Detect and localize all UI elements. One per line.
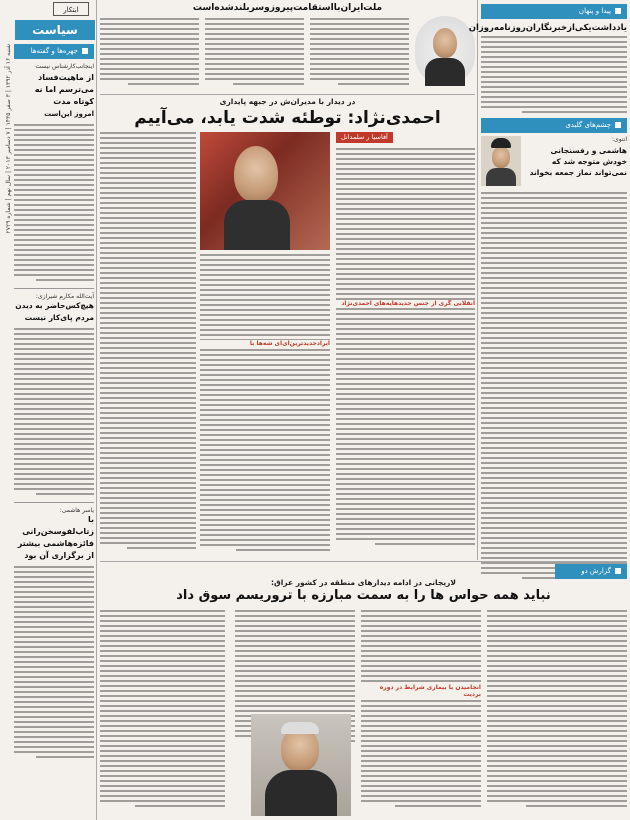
logo: ابتکار (53, 2, 89, 16)
left-item3-title[interactable]: با زتاب‌لفوسخن‌رانی فائزه‌هاشمی بیشتر از برگزاری آن بود (17, 515, 94, 560)
bottom-col-2 (361, 610, 481, 816)
right-story2-kicker: انتوی: (612, 136, 627, 143)
section-title: سیاست (15, 20, 95, 40)
author-badge: آفاسیا ر سلمدانل (336, 132, 393, 143)
main-story-title[interactable]: احمدی‌نژاد: توطئه‌ شدت‌ یابد،‌ می‌آییم (134, 108, 441, 128)
bottom-bar-label: گزارش دو (581, 567, 611, 575)
date-line: شنبه ۱۶ آذر ۱۳۹۲ | ۳ صفر ۱۴۳۵ | ۷ دسامبر ۲۰۱۳ | سال نهم | شماره ۲۷۲۹ (5, 44, 12, 234)
subhead-2: ایراد‌جدیدترین‌ای‌ای‌ شه‌ها با (200, 340, 330, 347)
bottom-kicker: لاریجانی‌ در‌ ادامه‌ دیدار‌های‌ منطقه‌ در‌ کشور‌ عراق: (271, 578, 456, 587)
main-story-col-right (336, 148, 475, 558)
left-item2-head: آیت‌الله مکارم شیرازی: (35, 293, 94, 300)
bottom-col-4 (100, 610, 225, 816)
right-story2-header (481, 136, 627, 188)
left-column (14, 44, 94, 814)
left-item2-title[interactable]: هیچ‌کس‌حاضر به دیدن مردم پای‌کار نیست (15, 301, 94, 322)
section-bar-right-1 (481, 4, 627, 19)
left-item1-head: اینجانب‌کارشناس‌ نیست (35, 63, 94, 70)
left-item1-intro: امروز این‌است (44, 110, 94, 118)
right-story1-title[interactable]: یادداشت‌یکی‌از‌خبرنگاران‌روزنامه‌روزان (468, 23, 627, 33)
date-strip (0, 44, 12, 814)
section-bar-bottom (555, 564, 627, 579)
bottom-title[interactable]: نباید‌ همه‌ حواس‌ ها‌ را‌ به‌ سمت‌ مبارزه‌ با‌ تروریسم‌ سوق‌ داد (176, 588, 551, 603)
left-bar-label: جهره‌ها و گفته‌ها (30, 47, 78, 55)
main-photo (200, 132, 330, 250)
right-bar-1-label: پیدا و پنهان (578, 7, 611, 15)
right-column (468, 4, 627, 559)
right-story1-body (481, 36, 627, 114)
left-item3-body (14, 566, 94, 766)
top-story-body (100, 18, 409, 88)
main-story-col-mid (200, 254, 330, 558)
main-story-kicker: در‌ دیدار‌ با‌ مدیران‌‌ش در جبهه‌ پایداری (219, 97, 356, 106)
section-tab (0, 0, 95, 40)
main-story-col-left (100, 132, 196, 558)
left-item1-body (14, 124, 94, 284)
bottom-photo (251, 714, 351, 816)
section-bar-left (14, 44, 94, 59)
right-story2-body (481, 192, 627, 582)
section-bar-right-2 (481, 118, 627, 133)
bottom-col-1 (487, 610, 627, 816)
left-item1-title[interactable]: از ماهیت‌فساد می‌ترسم اما نه کوتاه مدت (34, 73, 94, 106)
right-bar-2-label: چشم‌های گلبدی (565, 121, 611, 129)
top-story (100, 2, 475, 92)
bottom-subhead: انجامیدن‌ با‌ بیماری‌ شرایط‌ در‌ دوره‌ بردیت (361, 684, 481, 698)
top-story-title[interactable]: ملت‌ایران‌با‌استقامت‌پیروز‌و‌سربلند‌شده‌است (192, 3, 383, 13)
main-story-author-box (336, 132, 475, 146)
right-story2-photo (481, 136, 521, 186)
right-story2-title[interactable]: هاشمی‌ و‌ رفسنجانی‌ خودش‌ متوجه‌ شد‌ که‌ نمی‌تواند نماز جمعه‌ بخواند (529, 146, 627, 177)
bottom-story (100, 564, 627, 818)
subhead-1: انقلابی‌ گری از جنس جدید‌هایه‌های احمدی‌نژاد (336, 300, 475, 307)
top-story-photo (415, 16, 475, 86)
left-item2-body (14, 328, 94, 498)
left-item3-head: یاسر هاشمی: (59, 507, 94, 514)
